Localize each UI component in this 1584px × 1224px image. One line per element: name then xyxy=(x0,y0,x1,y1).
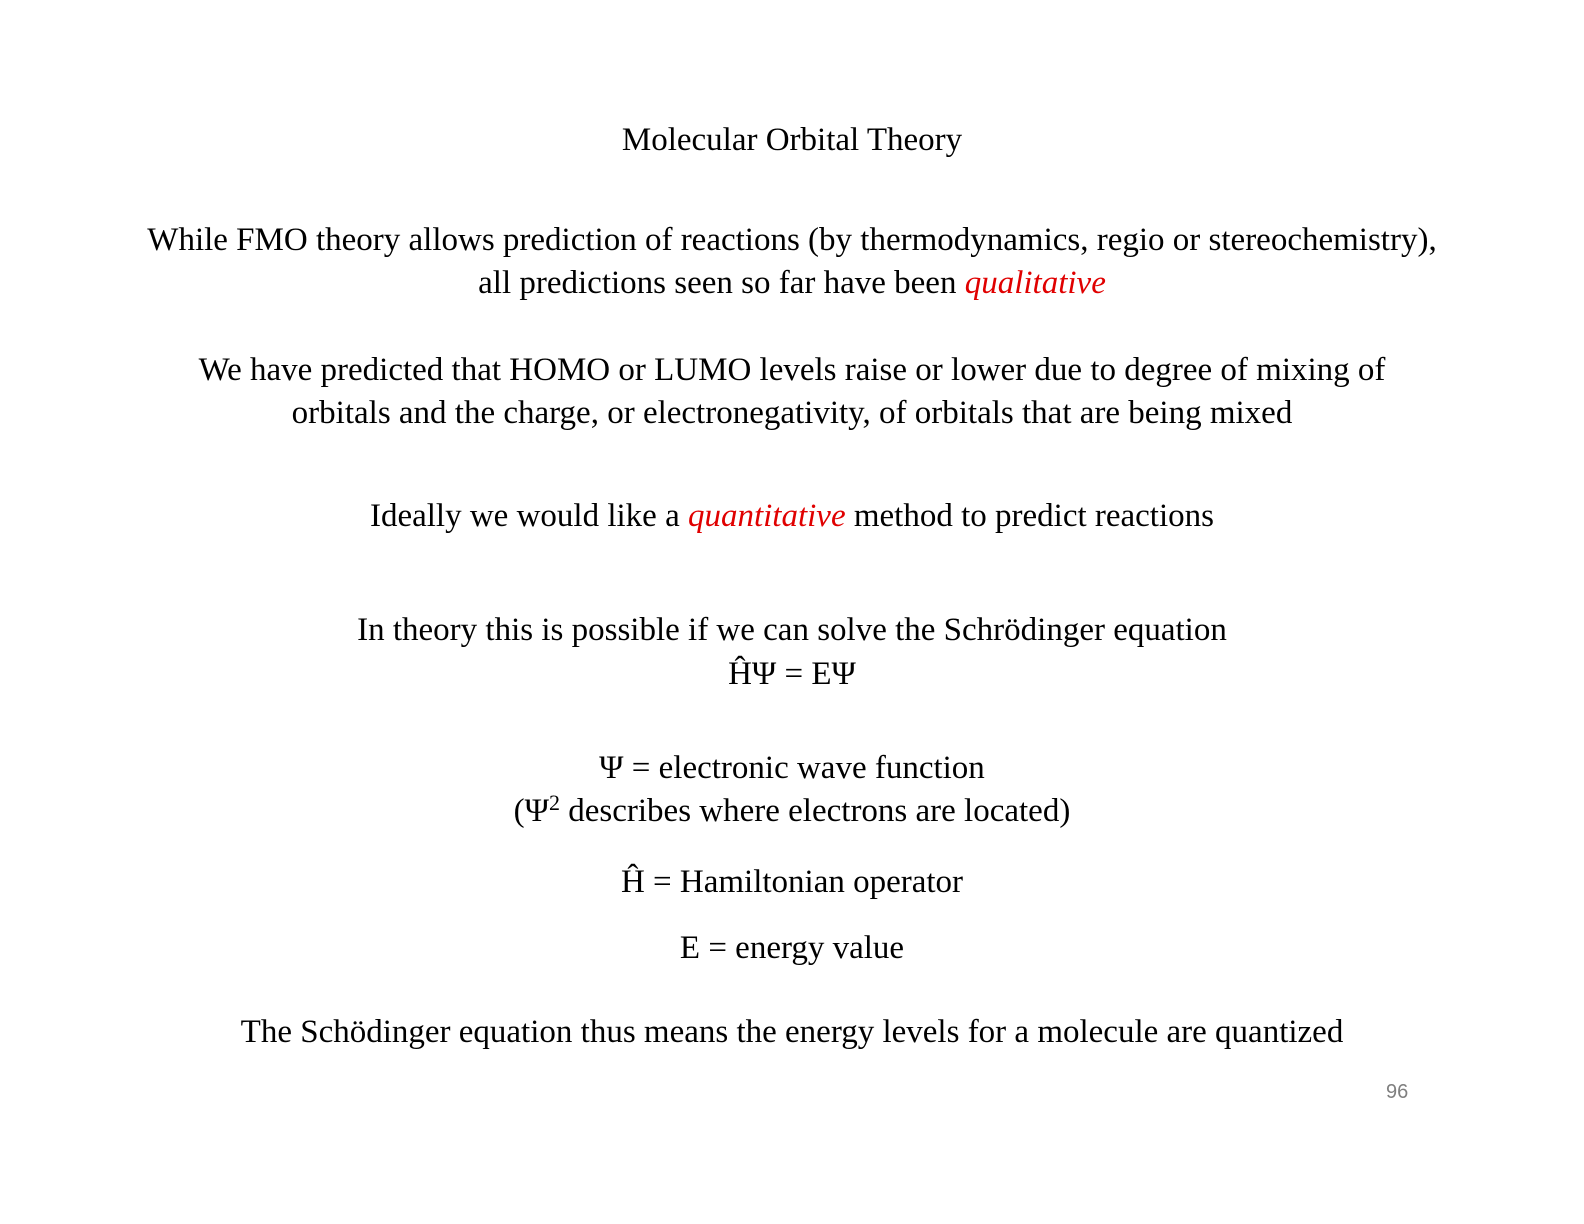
para-quantitative-suffix: method to predict reactions xyxy=(845,498,1214,534)
schrodinger-equation: ĤΨ = EΨ xyxy=(728,656,856,692)
conclusion: The Schödinger equation thus means the energy levels for a molecule are quantized xyxy=(240,1014,1344,1050)
para-quantitative xyxy=(0,497,1584,535)
para-fmo-line-1: While FMO theory allows prediction of reactions (by thermodynamics, regio or stereochemistry), xyxy=(147,222,1437,258)
para-homo-lumo-line-1: We have predicted that HOMO or LUMO levels raise or lower due to degree of mixing of xyxy=(198,352,1386,388)
page-number: 96 xyxy=(1386,1081,1409,1103)
psi-squared-open: (Ψ xyxy=(513,793,550,829)
para-homo-lumo-line-2: orbitals and the charge, or electronegativity, of orbitals that are being mixed xyxy=(291,395,1293,431)
para-schrodinger: In theory this is possible if we can solve the Schrödinger equation xyxy=(357,612,1227,648)
para-quantitative-prefix: Ideally we would like a xyxy=(369,498,688,534)
psi-squared-description: describes where electrons are located) xyxy=(560,793,1071,829)
para-fmo-line-2 xyxy=(0,264,1584,302)
emphasis-quantitative: quantitative xyxy=(687,498,846,534)
definition-energy: E = energy value xyxy=(679,930,905,966)
emphasis-qualitative: qualitative xyxy=(964,265,1106,301)
definition-psi-squared xyxy=(0,792,1584,830)
psi-squared-exponent: 2 xyxy=(549,790,561,815)
definition-hamiltonian: Ĥ = Hamiltonian operator xyxy=(620,864,964,900)
slide-title: Molecular Orbital Theory xyxy=(621,122,963,158)
definition-psi: Ψ = electronic wave function xyxy=(599,750,985,786)
para-fmo-line-2-text: all predictions seen so far have been xyxy=(478,265,965,301)
